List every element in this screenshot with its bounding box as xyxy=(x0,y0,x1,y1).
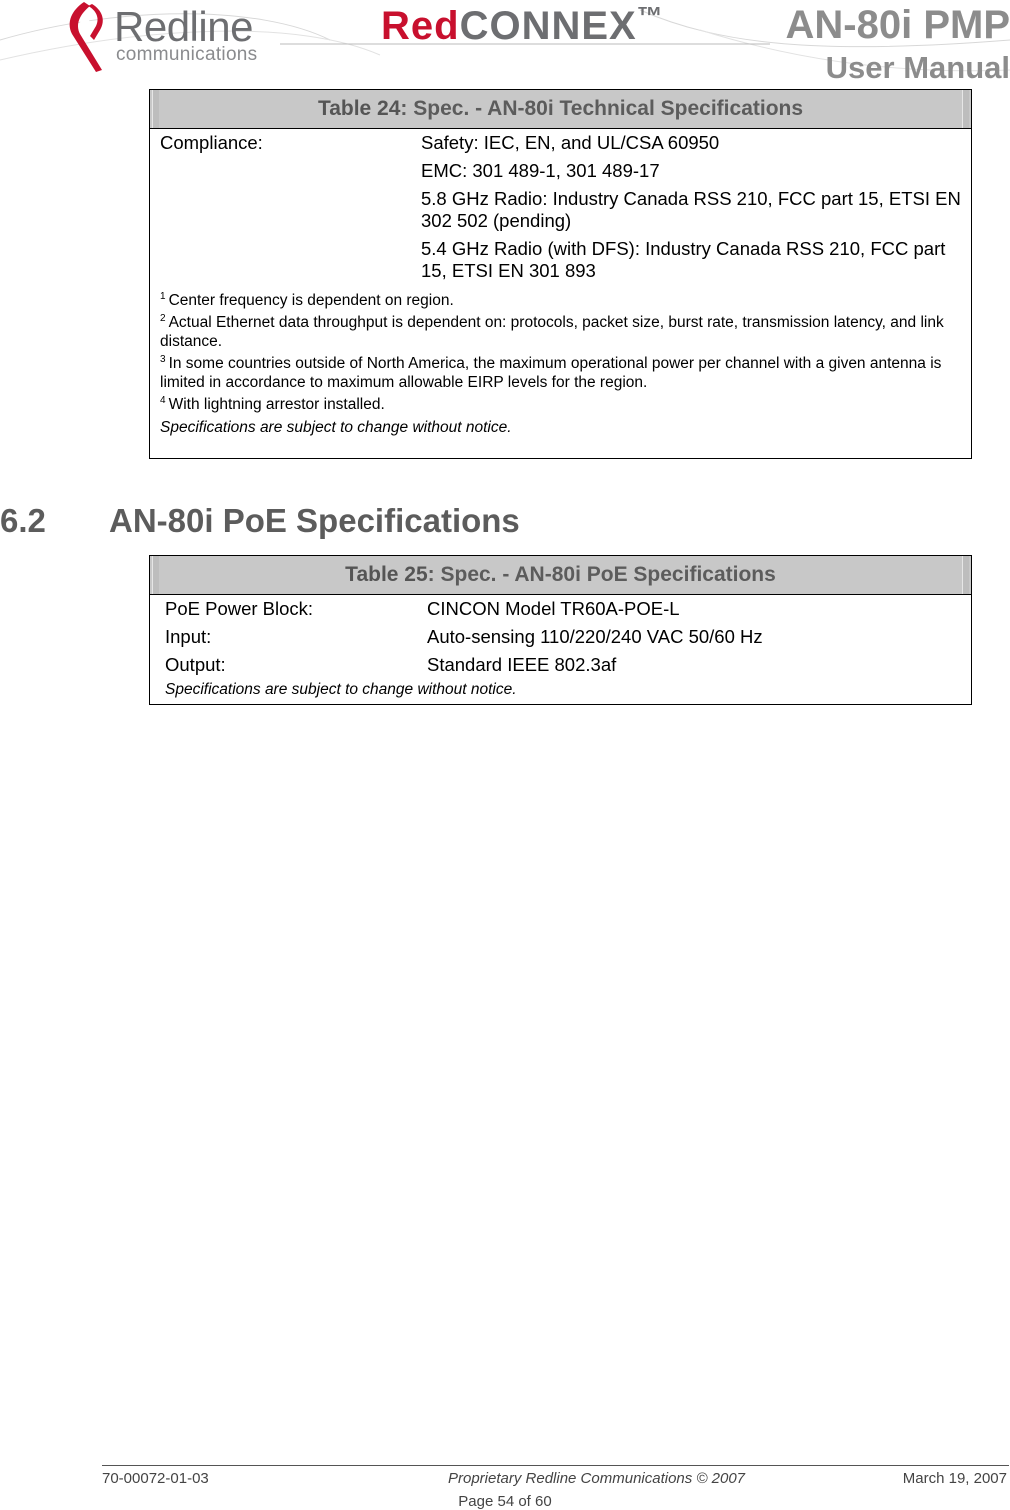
caption-label: Table 24 xyxy=(317,97,401,120)
compliance-label: Compliance: xyxy=(160,132,263,153)
company-tagline: communications xyxy=(116,44,258,65)
section-title: AN-80i PoE Specifications xyxy=(109,502,520,539)
page-number: Page 54 of 60 xyxy=(458,1493,552,1510)
copyright-notice: Proprietary Redline Communications © 2007 xyxy=(448,1470,746,1487)
technical-specifications-table xyxy=(149,89,972,459)
product-logo xyxy=(381,1,664,49)
compliance-value-54ghz: 5.4 GHz Radio (with DFS): Industry Canada RSS 210, FCC part 15, ETSI EN 301 893 xyxy=(421,238,946,281)
footnote-4: $^4$ With lightning arrestor installed. xyxy=(160,395,385,413)
footnote-1: $^1$ Center frequency is dependent on region. xyxy=(160,291,454,309)
footnote-2: $^2$ Actual Ethernet data throughput is dependent on: protocols, packet size, burst rate, transmission latency, and link distance. xyxy=(160,313,944,350)
product-name-rest: CONNEX xyxy=(459,4,637,48)
document-title: AN-80i PMP xyxy=(785,3,1010,47)
section-heading xyxy=(0,502,520,540)
redline-logo-icon xyxy=(62,0,110,76)
compliance-row xyxy=(150,132,971,293)
row-label: Output: xyxy=(165,654,226,675)
row-label: PoE Power Block: xyxy=(165,598,314,619)
caption-label: Table 25 xyxy=(345,563,428,586)
company-name: Redline xyxy=(114,3,253,50)
table-row xyxy=(150,626,971,654)
caption-separator: : xyxy=(400,97,414,120)
row-label: Input: xyxy=(165,626,212,647)
document-number: 70-00072-01-03 xyxy=(102,1470,209,1487)
caption-separator: : xyxy=(427,563,441,586)
poe-specifications-table xyxy=(149,555,972,705)
caption-title: Spec. - AN-80i Technical Specifications xyxy=(413,97,804,120)
specifications-notice: Specifications are subject to change without notice. xyxy=(165,681,517,698)
table-caption xyxy=(150,556,971,595)
footer-divider xyxy=(102,1465,1009,1466)
section-number: 6.2 xyxy=(0,502,46,539)
row-value: CINCON Model TR60A-POE-L xyxy=(427,598,680,619)
trademark-symbol: ™ xyxy=(636,1,664,31)
row-value: Auto-sensing 110/220/240 VAC 50/60 Hz xyxy=(427,626,763,647)
caption-title: Spec. - AN-80i PoE Specifications xyxy=(440,563,776,586)
compliance-value-emc: EMC: 301 489-1, 301 489-17 xyxy=(421,160,660,181)
row-value: Standard IEEE 802.3af xyxy=(427,654,617,675)
page-header xyxy=(0,0,1010,90)
specifications-notice: Specifications are subject to change without notice. xyxy=(160,419,512,436)
footnote-3: $^3$ In some countries outside of North America, the maximum operational power per channel with a given antenna is limited in accordance to maximum allowable EIRP levels for the region. xyxy=(160,354,942,391)
compliance-value-58ghz: 5.8 GHz Radio: Industry Canada RSS 210, FCC part 15, ETSI EN 302 502 (pending) xyxy=(421,188,961,231)
table-row xyxy=(150,654,971,680)
table-row xyxy=(150,598,971,626)
product-name-red: Red xyxy=(381,4,460,48)
compliance-value-safety: Safety: IEC, EN, and UL/CSA 60950 xyxy=(421,132,720,153)
table-caption xyxy=(150,90,971,129)
document-date: March 19, 2007 xyxy=(902,1470,1007,1487)
document-subtitle: User Manual xyxy=(825,50,1010,85)
